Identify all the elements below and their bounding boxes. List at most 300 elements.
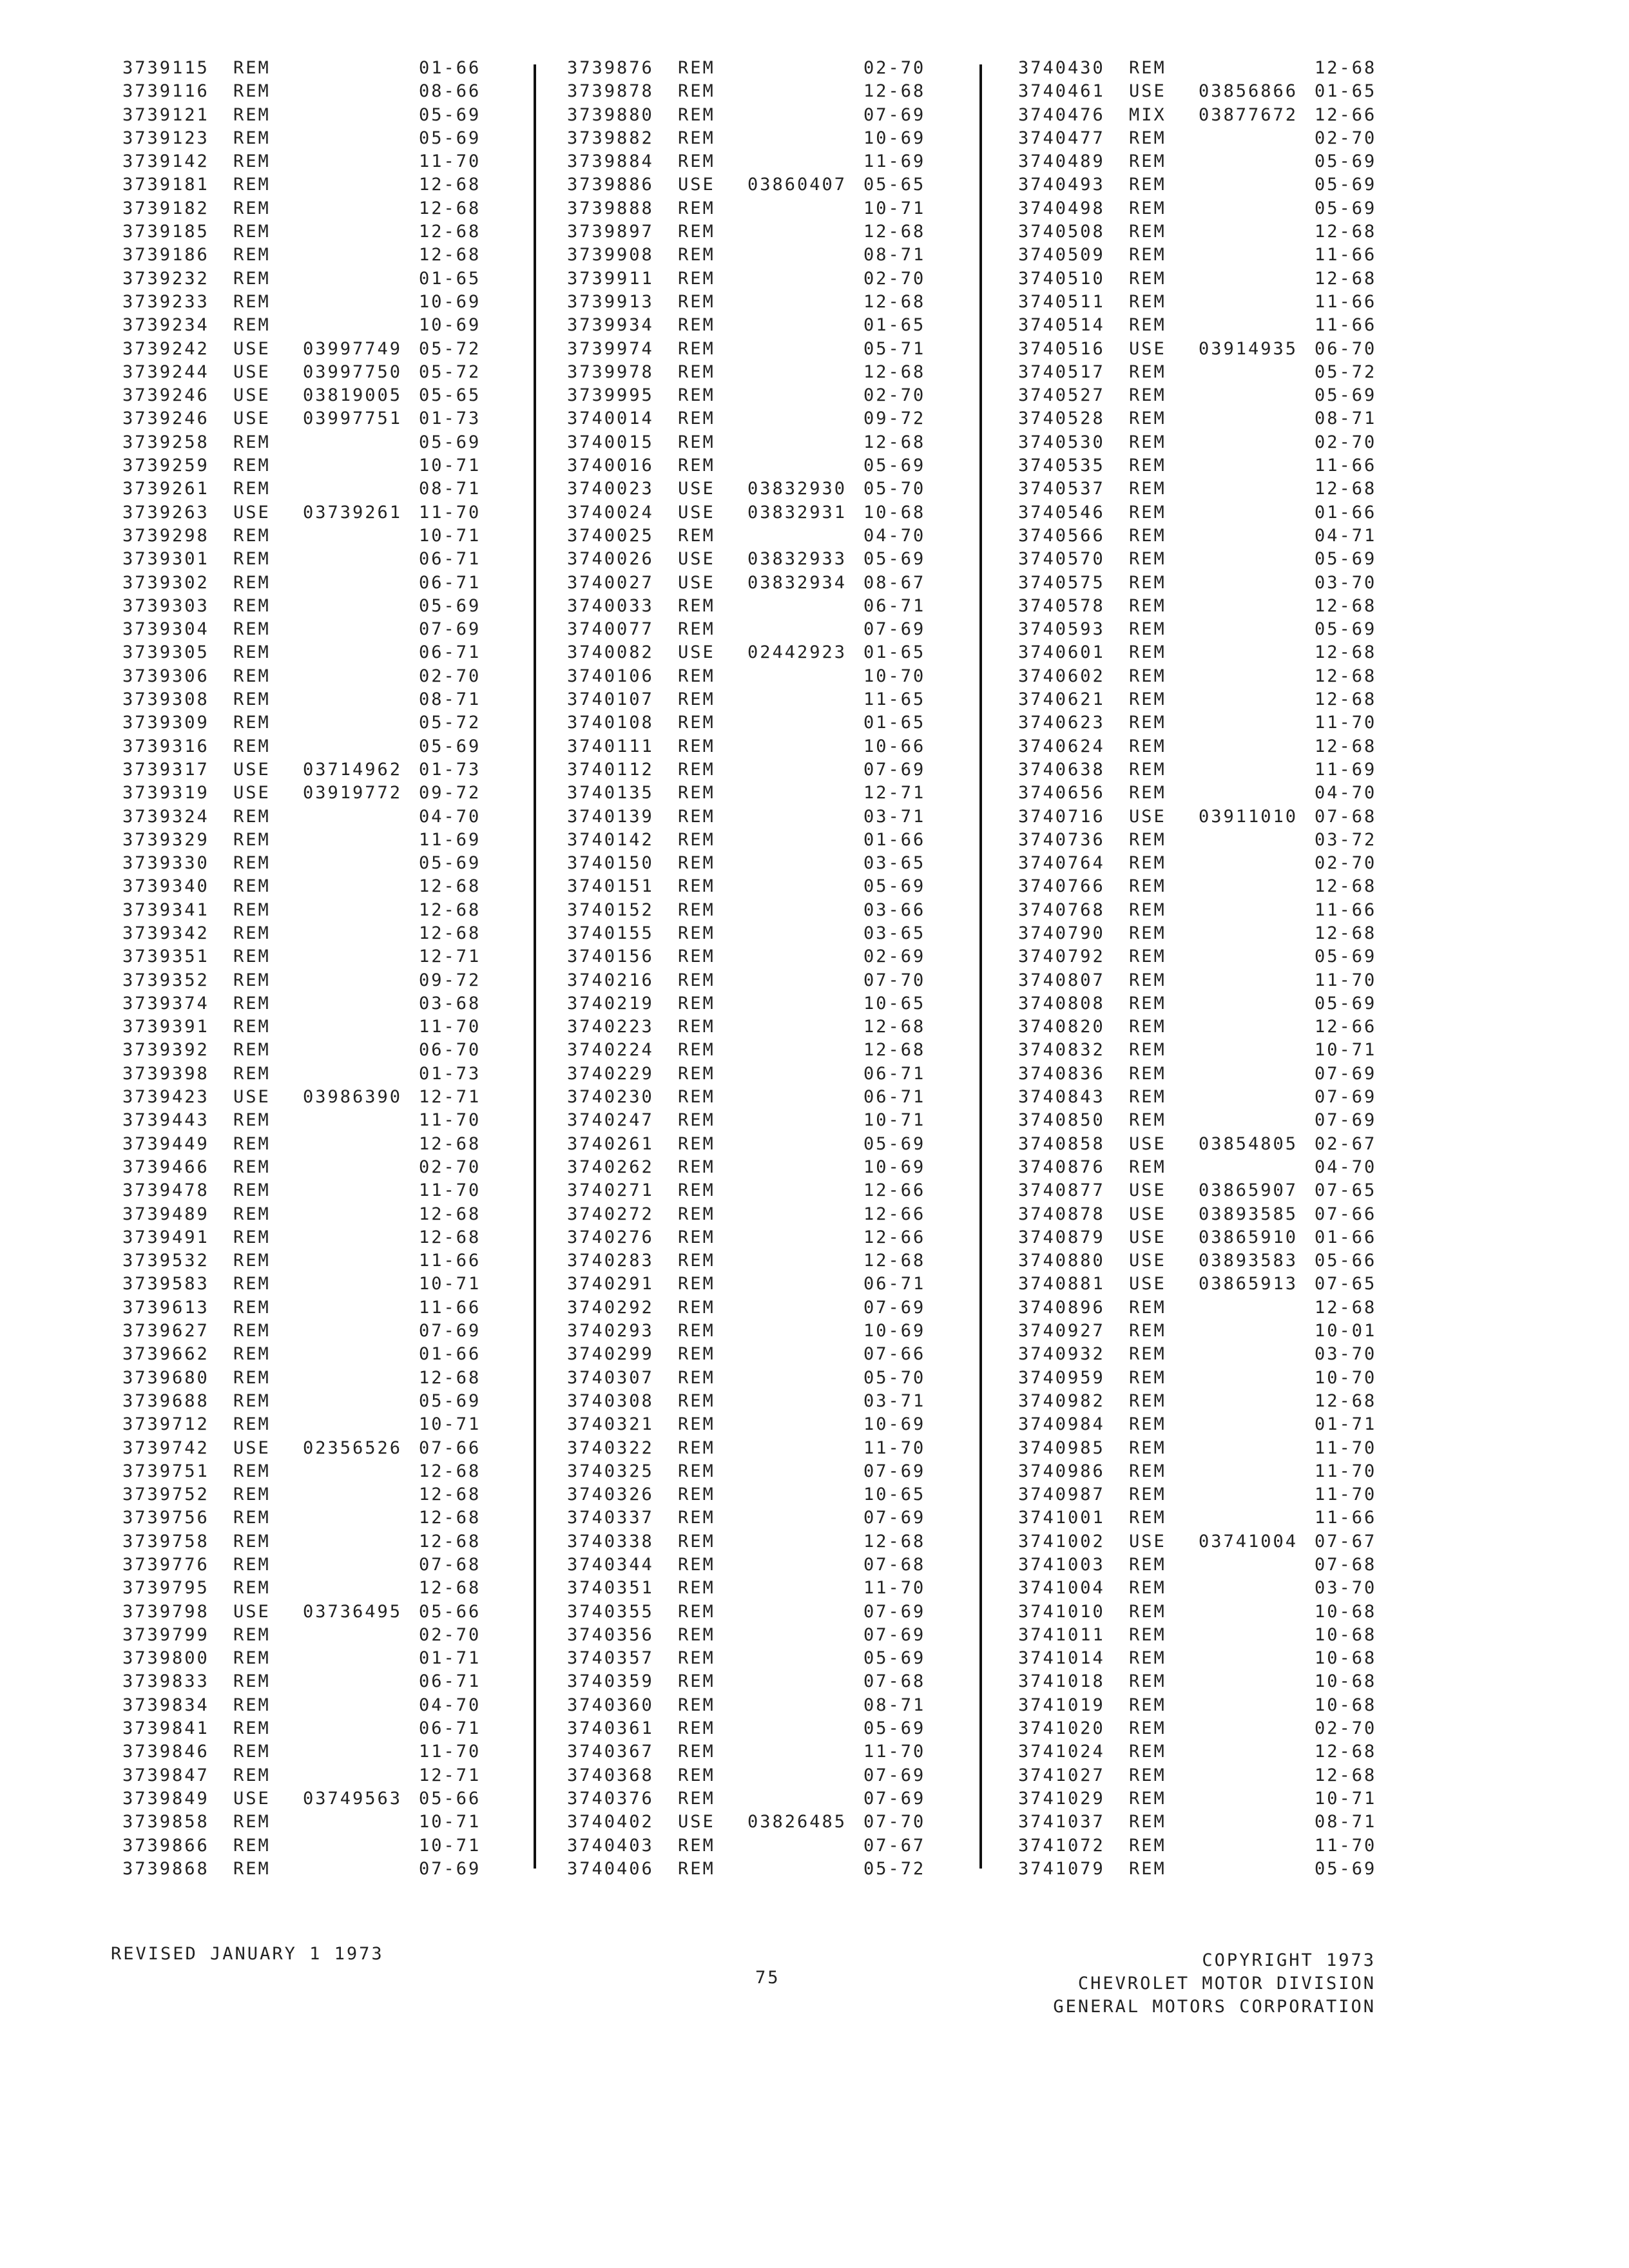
effective-date: 12-68 <box>1315 58 1377 78</box>
status-code: REM <box>1129 525 1166 546</box>
effective-date: 11-70 <box>863 1742 926 1762</box>
part-number: 3740361 <box>567 1718 654 1739</box>
status-code: USE <box>233 1087 271 1108</box>
replacement-number: 03749563 <box>303 1788 403 1809</box>
status-code: REM <box>233 1765 271 1785</box>
part-number: 3740338 <box>567 1531 654 1552</box>
part-number: 3740150 <box>567 853 654 874</box>
status-code: REM <box>678 104 715 125</box>
effective-date: 12-68 <box>419 175 481 195</box>
part-number: 3739398 <box>122 1063 209 1084</box>
effective-date: 11-70 <box>863 1437 926 1458</box>
part-number: 3740602 <box>1018 666 1105 686</box>
status-code: USE <box>1129 1227 1166 1247</box>
effective-date: 05-69 <box>419 595 481 616</box>
status-code: REM <box>233 713 271 733</box>
status-code: REM <box>233 1718 271 1739</box>
status-code: REM <box>1129 1297 1166 1318</box>
status-code: REM <box>678 806 715 827</box>
status-code: REM <box>678 1110 715 1131</box>
status-code: REM <box>233 432 271 452</box>
effective-date: 01-65 <box>419 268 481 289</box>
effective-date: 12-68 <box>419 899 481 920</box>
effective-date: 05-69 <box>419 104 481 125</box>
part-number: 3740360 <box>567 1695 654 1715</box>
part-number: 3740880 <box>1018 1251 1105 1271</box>
effective-date: 03-71 <box>863 1390 926 1411</box>
part-number: 3739308 <box>122 689 209 710</box>
effective-date: 08-71 <box>863 245 926 265</box>
part-number: 3739258 <box>122 432 209 452</box>
part-number: 3740477 <box>1018 128 1105 148</box>
effective-date: 11-69 <box>1315 759 1377 780</box>
part-number: 3740932 <box>1018 1344 1105 1365</box>
replacement-number: 03865913 <box>1199 1274 1298 1294</box>
status-code: REM <box>1129 1578 1166 1599</box>
status-code: REM <box>678 1087 715 1108</box>
effective-date: 04-70 <box>1315 1157 1377 1177</box>
part-number: 3741014 <box>1018 1648 1105 1669</box>
effective-date: 10-70 <box>863 666 926 686</box>
status-code: REM <box>233 1555 271 1575</box>
part-number: 3740262 <box>567 1157 654 1177</box>
effective-date: 02-70 <box>419 666 481 686</box>
part-number: 3740023 <box>567 479 654 499</box>
effective-date: 05-69 <box>1315 549 1377 570</box>
effective-date: 05-69 <box>1315 993 1377 1014</box>
effective-date: 06-70 <box>419 1040 481 1061</box>
part-number: 3740359 <box>567 1671 654 1692</box>
effective-date: 07-67 <box>863 1835 926 1856</box>
status-code: REM <box>1129 1648 1166 1669</box>
effective-date: 05-72 <box>419 713 481 733</box>
effective-date: 02-70 <box>419 1624 481 1645</box>
status-code: REM <box>233 642 271 663</box>
status-code: REM <box>678 1531 715 1552</box>
part-number: 3740879 <box>1018 1227 1105 1247</box>
part-number: 3740430 <box>1018 58 1105 78</box>
part-number: 3739688 <box>122 1390 209 1411</box>
status-code: USE <box>233 1437 271 1458</box>
part-number: 3740858 <box>1018 1133 1105 1154</box>
status-code: REM <box>1129 361 1166 382</box>
effective-date: 06-71 <box>863 1274 926 1294</box>
part-number: 3739680 <box>122 1367 209 1388</box>
replacement-number: 03826485 <box>747 1812 847 1832</box>
part-number: 3740476 <box>1018 104 1105 125</box>
status-code: REM <box>1129 1765 1166 1785</box>
status-code: REM <box>233 1367 271 1388</box>
part-number: 3740511 <box>1018 291 1105 312</box>
part-number: 3740299 <box>567 1344 654 1365</box>
status-code: USE <box>233 783 271 803</box>
part-number: 3741079 <box>1018 1858 1105 1879</box>
effective-date: 05-66 <box>419 1601 481 1622</box>
status-code: REM <box>678 1251 715 1271</box>
part-number: 3739317 <box>122 759 209 780</box>
status-code: REM <box>678 1180 715 1201</box>
effective-date: 01-71 <box>419 1648 481 1669</box>
effective-date: 10-65 <box>863 993 926 1014</box>
part-number: 3741019 <box>1018 1695 1105 1715</box>
status-code: REM <box>233 1274 271 1294</box>
effective-date: 05-69 <box>1315 1858 1377 1879</box>
part-number: 3741004 <box>1018 1578 1105 1599</box>
effective-date: 10-71 <box>863 198 926 218</box>
part-number: 3741010 <box>1018 1601 1105 1622</box>
effective-date: 12-68 <box>419 1578 481 1599</box>
status-code: USE <box>1129 1274 1166 1294</box>
status-code: REM <box>1129 315 1166 336</box>
status-code: MIX <box>1129 104 1166 125</box>
part-number: 3740027 <box>567 572 654 593</box>
replacement-number: 03832933 <box>747 549 847 570</box>
status-code: REM <box>1129 759 1166 780</box>
part-number: 3739491 <box>122 1227 209 1247</box>
effective-date: 10-69 <box>863 1157 926 1177</box>
part-number: 3739798 <box>122 1601 209 1622</box>
status-code: REM <box>678 853 715 874</box>
part-number: 3739776 <box>122 1555 209 1575</box>
effective-date: 05-66 <box>1315 1251 1377 1271</box>
part-number: 3740155 <box>567 923 654 943</box>
status-code: USE <box>1129 1251 1166 1271</box>
status-code: REM <box>678 947 715 967</box>
effective-date: 04-70 <box>1315 783 1377 803</box>
effective-date: 08-66 <box>419 81 481 102</box>
part-number: 3739833 <box>122 1671 209 1692</box>
status-code: USE <box>1129 81 1166 102</box>
part-number: 3740015 <box>567 432 654 452</box>
effective-date: 12-68 <box>419 876 481 897</box>
effective-date: 10-69 <box>419 291 481 312</box>
status-code: REM <box>233 1835 271 1856</box>
replacement-number: 02356526 <box>303 1437 403 1458</box>
effective-date: 11-70 <box>1315 970 1377 990</box>
effective-date: 07-68 <box>1315 1555 1377 1575</box>
replacement-number: 03819005 <box>303 385 403 406</box>
effective-date: 04-70 <box>863 525 926 546</box>
status-code: REM <box>678 736 715 756</box>
part-number: 3739341 <box>122 899 209 920</box>
status-code: REM <box>1129 1157 1166 1177</box>
status-code: REM <box>678 1508 715 1528</box>
part-number: 3740292 <box>567 1297 654 1318</box>
part-number: 3740716 <box>1018 806 1105 827</box>
part-number: 3740322 <box>567 1437 654 1458</box>
effective-date: 11-70 <box>1315 1485 1377 1505</box>
part-number: 3740276 <box>567 1227 654 1247</box>
effective-date: 07-69 <box>863 1624 926 1645</box>
part-number: 3741001 <box>1018 1508 1105 1528</box>
part-number: 3740927 <box>1018 1321 1105 1341</box>
effective-date: 12-71 <box>419 1765 481 1785</box>
status-code: USE <box>1129 1133 1166 1154</box>
status-code: REM <box>1129 947 1166 967</box>
effective-date: 07-69 <box>419 1858 481 1879</box>
part-number: 3739913 <box>567 291 654 312</box>
part-number: 3740224 <box>567 1040 654 1061</box>
part-number: 3740623 <box>1018 713 1105 733</box>
effective-date: 08-71 <box>419 689 481 710</box>
status-code: REM <box>1129 642 1166 663</box>
part-number: 3740219 <box>567 993 654 1014</box>
part-number: 3740357 <box>567 1648 654 1669</box>
effective-date: 12-68 <box>419 1204 481 1224</box>
status-code: REM <box>678 1414 715 1435</box>
status-code: REM <box>233 1648 271 1669</box>
part-number: 3740764 <box>1018 853 1105 874</box>
effective-date: 06-71 <box>419 572 481 593</box>
replacement-number: 02442923 <box>747 642 847 663</box>
part-number: 3739306 <box>122 666 209 686</box>
effective-date: 03-70 <box>1315 1578 1377 1599</box>
effective-date: 05-69 <box>863 876 926 897</box>
effective-date: 11-66 <box>419 1251 481 1271</box>
effective-date: 02-70 <box>863 268 926 289</box>
status-code: REM <box>1129 479 1166 499</box>
status-code: REM <box>233 1531 271 1552</box>
status-code: REM <box>233 1297 271 1318</box>
status-code: REM <box>233 1461 271 1481</box>
effective-date: 05-69 <box>1315 151 1377 172</box>
effective-date: 01-66 <box>1315 502 1377 523</box>
status-code: USE <box>233 1788 271 1809</box>
effective-date: 05-69 <box>419 736 481 756</box>
part-number: 3739756 <box>122 1508 209 1528</box>
effective-date: 07-69 <box>419 1321 481 1341</box>
status-code: REM <box>1129 853 1166 874</box>
part-number: 3740024 <box>567 502 654 523</box>
status-code: REM <box>233 128 271 148</box>
effective-date: 12-68 <box>419 222 481 242</box>
effective-date: 12-68 <box>1315 689 1377 710</box>
status-code: REM <box>1129 1437 1166 1458</box>
effective-date: 03-70 <box>1315 1344 1377 1365</box>
effective-date: 07-67 <box>1315 1531 1377 1552</box>
status-code: REM <box>233 1414 271 1435</box>
replacement-number: 03860407 <box>747 175 847 195</box>
effective-date: 12-68 <box>419 1133 481 1154</box>
part-number: 3740291 <box>567 1274 654 1294</box>
effective-date: 12-68 <box>419 1461 481 1481</box>
part-number: 3741003 <box>1018 1555 1105 1575</box>
part-number: 3740082 <box>567 642 654 663</box>
part-number: 3739330 <box>122 853 209 874</box>
status-code: REM <box>1129 1742 1166 1762</box>
part-number: 3739897 <box>567 222 654 242</box>
effective-date: 08-71 <box>1315 408 1377 429</box>
part-number: 3739886 <box>567 175 654 195</box>
copyright-block <box>1053 1949 1376 2019</box>
part-number: 3739423 <box>122 1087 209 1108</box>
status-code: REM <box>1129 549 1166 570</box>
part-number: 3740014 <box>567 408 654 429</box>
status-code: REM <box>1129 1555 1166 1575</box>
effective-date: 08-67 <box>863 572 926 593</box>
replacement-number: 03854805 <box>1199 1133 1298 1154</box>
status-code: REM <box>233 1040 271 1061</box>
replacement-number: 03919772 <box>303 783 403 803</box>
effective-date: 10-71 <box>419 1812 481 1832</box>
effective-date: 12-68 <box>1315 642 1377 663</box>
effective-date: 07-69 <box>863 1601 926 1622</box>
status-code: REM <box>1129 1508 1166 1528</box>
part-number: 3741024 <box>1018 1742 1105 1762</box>
effective-date: 02-70 <box>1315 128 1377 148</box>
effective-date: 07-69 <box>419 619 481 640</box>
status-code: REM <box>1129 1858 1166 1879</box>
part-number: 3739116 <box>122 81 209 102</box>
status-code: REM <box>1129 128 1166 148</box>
effective-date: 05-70 <box>863 479 926 499</box>
part-number: 3740987 <box>1018 1485 1105 1505</box>
effective-date: 01-73 <box>419 408 481 429</box>
status-code: REM <box>1129 1344 1166 1365</box>
part-number: 3740876 <box>1018 1157 1105 1177</box>
status-code: REM <box>233 689 271 710</box>
status-code: REM <box>1129 876 1166 897</box>
part-number: 3740982 <box>1018 1390 1105 1411</box>
effective-date: 01-65 <box>863 642 926 663</box>
effective-date: 06-71 <box>419 642 481 663</box>
part-number: 3740230 <box>567 1087 654 1108</box>
status-code: REM <box>678 1063 715 1084</box>
part-number: 3740325 <box>567 1461 654 1481</box>
part-number: 3740229 <box>567 1063 654 1084</box>
status-code: USE <box>678 1812 715 1832</box>
effective-date: 05-69 <box>1315 175 1377 195</box>
effective-date: 05-69 <box>863 1718 926 1739</box>
part-number: 3740985 <box>1018 1437 1105 1458</box>
copyright-line: COPYRIGHT 1973 <box>1202 1950 1376 1970</box>
effective-date: 05-69 <box>863 1133 926 1154</box>
part-number: 3740272 <box>567 1204 654 1224</box>
part-number: 3739795 <box>122 1578 209 1599</box>
status-code: REM <box>678 970 715 990</box>
effective-date: 12-68 <box>419 198 481 218</box>
effective-date: 06-71 <box>863 1063 926 1084</box>
part-number: 3740575 <box>1018 572 1105 593</box>
part-number: 3741029 <box>1018 1788 1105 1809</box>
status-code: REM <box>678 1601 715 1622</box>
part-number: 3740638 <box>1018 759 1105 780</box>
part-number: 3740308 <box>567 1390 654 1411</box>
effective-date: 03-72 <box>1315 829 1377 850</box>
part-number: 3739882 <box>567 128 654 148</box>
part-number: 3739324 <box>122 806 209 827</box>
status-code: REM <box>678 1227 715 1247</box>
effective-date: 07-69 <box>863 1461 926 1481</box>
status-code: USE <box>1129 1180 1166 1201</box>
part-number: 3740516 <box>1018 338 1105 359</box>
status-code: USE <box>233 361 271 382</box>
status-code: REM <box>233 1508 271 1528</box>
status-code: REM <box>1129 1321 1166 1341</box>
part-number: 3740807 <box>1018 970 1105 990</box>
effective-date: 05-72 <box>419 338 481 359</box>
part-number: 3739232 <box>122 268 209 289</box>
copyright-line: CHEVROLET MOTOR DIVISION <box>1077 1974 1376 1994</box>
status-code: REM <box>1129 970 1166 990</box>
part-number: 3739880 <box>567 104 654 125</box>
part-number: 3740570 <box>1018 549 1105 570</box>
effective-date: 07-68 <box>1315 806 1377 827</box>
effective-date: 11-65 <box>863 689 926 710</box>
part-number: 3740142 <box>567 829 654 850</box>
effective-date: 07-69 <box>863 1788 926 1809</box>
part-number: 3739121 <box>122 104 209 125</box>
effective-date: 11-70 <box>1315 1835 1377 1856</box>
part-number: 3739303 <box>122 595 209 616</box>
part-number: 3739115 <box>122 58 209 78</box>
status-code: REM <box>678 899 715 920</box>
part-number: 3740843 <box>1018 1087 1105 1108</box>
part-number: 3740376 <box>567 1788 654 1809</box>
effective-date: 06-71 <box>419 1718 481 1739</box>
effective-date: 04-70 <box>419 806 481 827</box>
status-code: REM <box>233 1578 271 1599</box>
effective-date: 11-70 <box>419 1742 481 1762</box>
status-code: USE <box>678 572 715 593</box>
status-code: REM <box>233 222 271 242</box>
effective-date: 05-72 <box>863 1858 926 1879</box>
effective-date: 01-66 <box>1315 1227 1377 1247</box>
effective-date: 05-71 <box>863 338 926 359</box>
status-code: REM <box>233 1858 271 1879</box>
column-divider <box>979 64 982 1869</box>
part-number: 3739868 <box>122 1858 209 1879</box>
status-code: REM <box>233 175 271 195</box>
effective-date: 11-69 <box>419 829 481 850</box>
part-number: 3739186 <box>122 245 209 265</box>
part-number: 3741037 <box>1018 1812 1105 1832</box>
effective-date: 11-69 <box>863 151 926 172</box>
status-code: REM <box>1129 899 1166 920</box>
status-code: REM <box>1129 572 1166 593</box>
status-code: REM <box>1129 1461 1166 1481</box>
status-code: REM <box>233 81 271 102</box>
replacement-number: 03832930 <box>747 479 847 499</box>
status-code: REM <box>1129 1695 1166 1715</box>
status-code: REM <box>1129 595 1166 616</box>
effective-date: 12-68 <box>419 1531 481 1552</box>
effective-date: 07-69 <box>1315 1063 1377 1084</box>
effective-date: 12-66 <box>1315 104 1377 125</box>
effective-date: 03-68 <box>419 993 481 1014</box>
status-code: REM <box>233 291 271 312</box>
status-code: REM <box>1129 713 1166 733</box>
status-code: REM <box>1129 1788 1166 1809</box>
effective-date: 05-69 <box>863 549 926 570</box>
status-code: REM <box>1129 1601 1166 1622</box>
status-code: REM <box>233 1063 271 1084</box>
part-number: 3740223 <box>567 1017 654 1037</box>
effective-date: 10-71 <box>419 525 481 546</box>
status-code: REM <box>678 1695 715 1715</box>
part-number: 3740351 <box>567 1578 654 1599</box>
part-number: 3740111 <box>567 736 654 756</box>
effective-date: 02-70 <box>419 1157 481 1177</box>
effective-date: 12-68 <box>419 245 481 265</box>
part-number: 3739351 <box>122 947 209 967</box>
replacement-number: 03736495 <box>303 1601 403 1622</box>
status-code: REM <box>233 619 271 640</box>
status-code: REM <box>678 1671 715 1692</box>
part-number: 3739316 <box>122 736 209 756</box>
part-number: 3741018 <box>1018 1671 1105 1692</box>
part-number: 3739298 <box>122 525 209 546</box>
